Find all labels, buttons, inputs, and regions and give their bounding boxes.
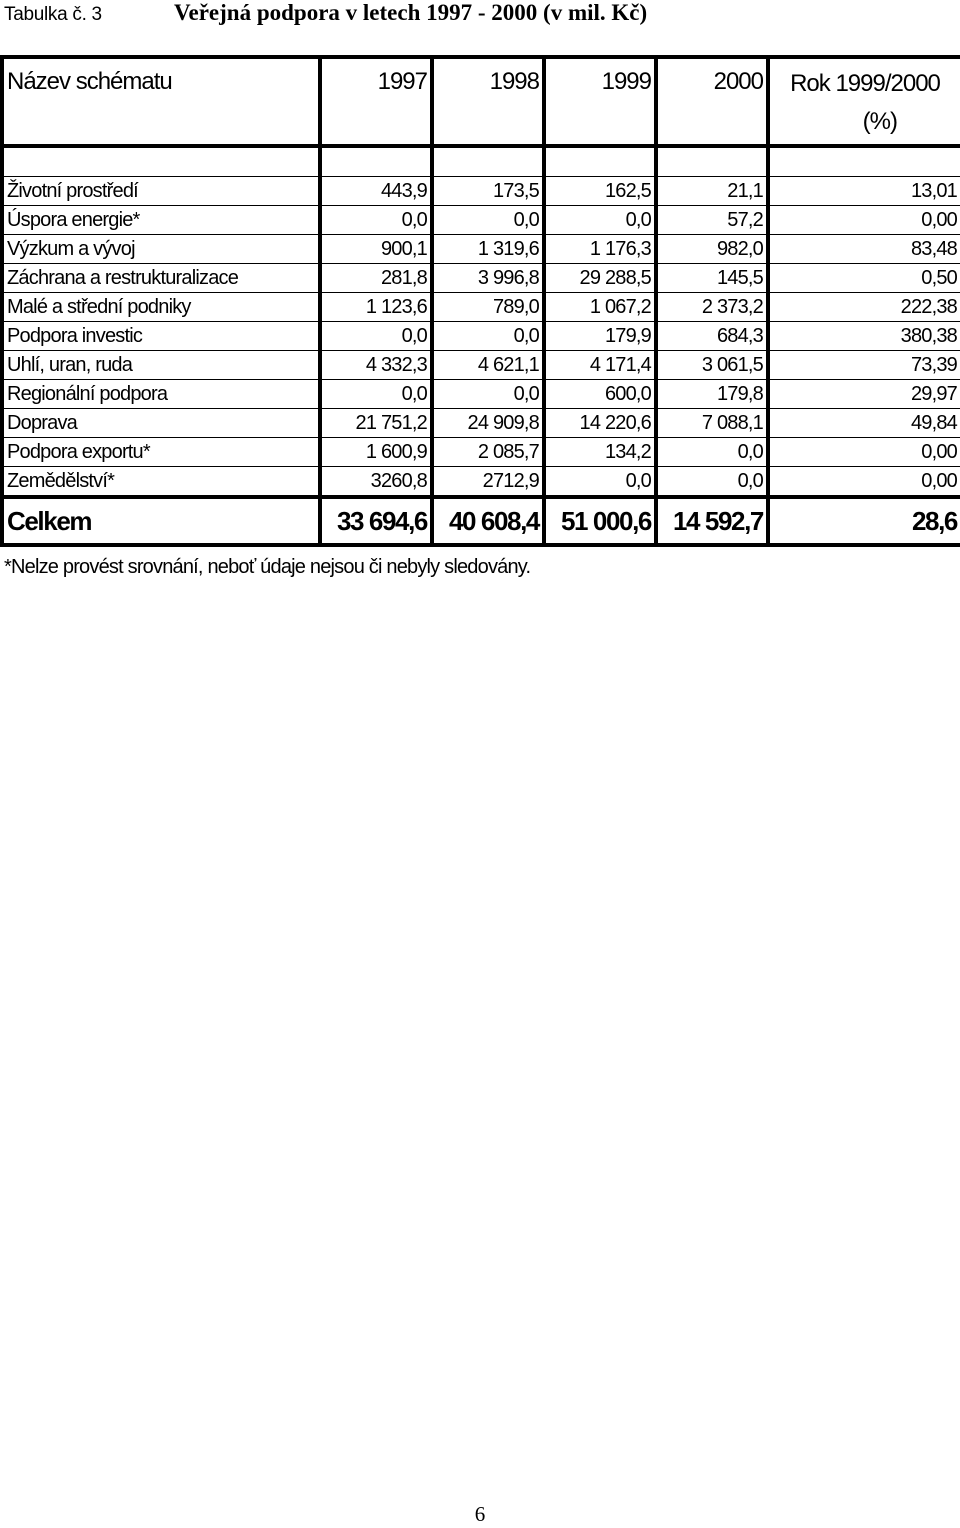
header-change-percent xyxy=(768,57,960,146)
total-label: Celkem xyxy=(2,497,320,545)
total-value-cell: 33 694,6 xyxy=(320,497,432,545)
scheme-name-cell: Podpora exportu* xyxy=(2,438,320,467)
table-row xyxy=(2,380,960,409)
scheme-name-cell: Úspora energie* xyxy=(2,206,320,235)
total-value-cell: 28,6 xyxy=(768,497,960,545)
value-cell: 29 288,5 xyxy=(544,264,656,293)
table-row xyxy=(2,467,960,498)
table-row xyxy=(2,293,960,322)
value-cell: 0,0 xyxy=(656,467,768,498)
value-cell: 0,0 xyxy=(432,322,544,351)
header-scheme-name: Název schématu xyxy=(2,57,320,146)
value-cell: 145,5 xyxy=(656,264,768,293)
scheme-name-cell: Životní prostředí xyxy=(2,177,320,206)
table-row xyxy=(2,438,960,467)
table-row xyxy=(2,206,960,235)
header-1998: 1998 xyxy=(432,57,544,146)
value-cell: 789,0 xyxy=(432,293,544,322)
scheme-name-cell: Podpora investic xyxy=(2,322,320,351)
table-row xyxy=(2,322,960,351)
value-cell: 1 600,9 xyxy=(320,438,432,467)
value-cell: 73,39 xyxy=(768,351,960,380)
table-label: Tabulka č. 3 xyxy=(4,4,102,25)
value-cell: 222,38 xyxy=(768,293,960,322)
value-cell: 179,8 xyxy=(656,380,768,409)
value-cell: 281,8 xyxy=(320,264,432,293)
value-cell: 21,1 xyxy=(656,177,768,206)
value-cell: 0,0 xyxy=(432,380,544,409)
value-cell: 0,0 xyxy=(656,438,768,467)
scheme-name-cell: Malé a střední podniky xyxy=(2,293,320,322)
value-cell: 0,00 xyxy=(768,438,960,467)
value-cell: 14 220,6 xyxy=(544,409,656,438)
table-row xyxy=(2,264,960,293)
value-cell: 162,5 xyxy=(544,177,656,206)
value-cell: 0,00 xyxy=(768,467,960,498)
value-cell: 0,0 xyxy=(544,467,656,498)
value-cell: 600,0 xyxy=(544,380,656,409)
value-cell: 24 909,8 xyxy=(432,409,544,438)
total-value-cell: 40 608,4 xyxy=(432,497,544,545)
value-cell: 179,9 xyxy=(544,322,656,351)
value-cell: 982,0 xyxy=(656,235,768,264)
table-row xyxy=(2,235,960,264)
table-title: Veřejná podpora v letech 1997 - 2000 (v mil. Kč) xyxy=(174,0,648,25)
value-cell: 684,3 xyxy=(656,322,768,351)
value-cell: 443,9 xyxy=(320,177,432,206)
value-cell: 0,0 xyxy=(320,380,432,409)
value-cell: 0,50 xyxy=(768,264,960,293)
scheme-name-cell: Zemědělství* xyxy=(2,467,320,498)
value-cell: 0,0 xyxy=(432,206,544,235)
spacer-row xyxy=(2,146,960,177)
value-cell: 173,5 xyxy=(432,177,544,206)
value-cell: 21 751,2 xyxy=(320,409,432,438)
header-1999: 1999 xyxy=(544,57,656,146)
value-cell: 134,2 xyxy=(544,438,656,467)
value-cell: 3 996,8 xyxy=(432,264,544,293)
value-cell: 1 319,6 xyxy=(432,235,544,264)
value-cell: 3 061,5 xyxy=(656,351,768,380)
total-value-cell: 14 592,7 xyxy=(656,497,768,545)
value-cell: 1 123,6 xyxy=(320,293,432,322)
header-change-label: Rok 1999/2000 xyxy=(790,70,940,97)
value-cell: 0,00 xyxy=(768,206,960,235)
total-row xyxy=(2,497,960,545)
value-cell: 380,38 xyxy=(768,322,960,351)
support-table xyxy=(0,55,960,547)
table-row xyxy=(2,409,960,438)
value-cell: 0,0 xyxy=(320,206,432,235)
value-cell: 0,0 xyxy=(544,206,656,235)
value-cell: 4 171,4 xyxy=(544,351,656,380)
value-cell: 0,0 xyxy=(320,322,432,351)
scheme-name-cell: Výzkum a vývoj xyxy=(2,235,320,264)
value-cell: 7 088,1 xyxy=(656,409,768,438)
scheme-name-cell: Regionální podpora xyxy=(2,380,320,409)
value-cell: 13,01 xyxy=(768,177,960,206)
header-1997: 1997 xyxy=(320,57,432,146)
scheme-name-cell: Uhlí, uran, ruda xyxy=(2,351,320,380)
table-row xyxy=(2,177,960,206)
value-cell: 4 621,1 xyxy=(432,351,544,380)
value-cell: 2712,9 xyxy=(432,467,544,498)
value-cell: 1 176,3 xyxy=(544,235,656,264)
value-cell: 49,84 xyxy=(768,409,960,438)
value-cell: 900,1 xyxy=(320,235,432,264)
value-cell: 3260,8 xyxy=(320,467,432,498)
value-cell: 83,48 xyxy=(768,235,960,264)
value-cell: 57,2 xyxy=(656,206,768,235)
value-cell: 2 373,2 xyxy=(656,293,768,322)
value-cell: 1 067,2 xyxy=(544,293,656,322)
header-2000: 2000 xyxy=(656,57,768,146)
page-number: 6 xyxy=(474,1502,486,1526)
header-percent-unit: (%) xyxy=(862,108,897,135)
scheme-name-cell: Doprava xyxy=(2,409,320,438)
scheme-name-cell: Záchrana a restrukturalizace xyxy=(2,264,320,293)
footnote: *Nelze provést srovnání, neboť údaje nejsou či nebyly sledovány. xyxy=(4,556,531,578)
header-row xyxy=(2,57,960,146)
value-cell: 4 332,3 xyxy=(320,351,432,380)
total-value-cell: 51 000,6 xyxy=(544,497,656,545)
value-cell: 29,97 xyxy=(768,380,960,409)
value-cell: 2 085,7 xyxy=(432,438,544,467)
table-row xyxy=(2,351,960,380)
